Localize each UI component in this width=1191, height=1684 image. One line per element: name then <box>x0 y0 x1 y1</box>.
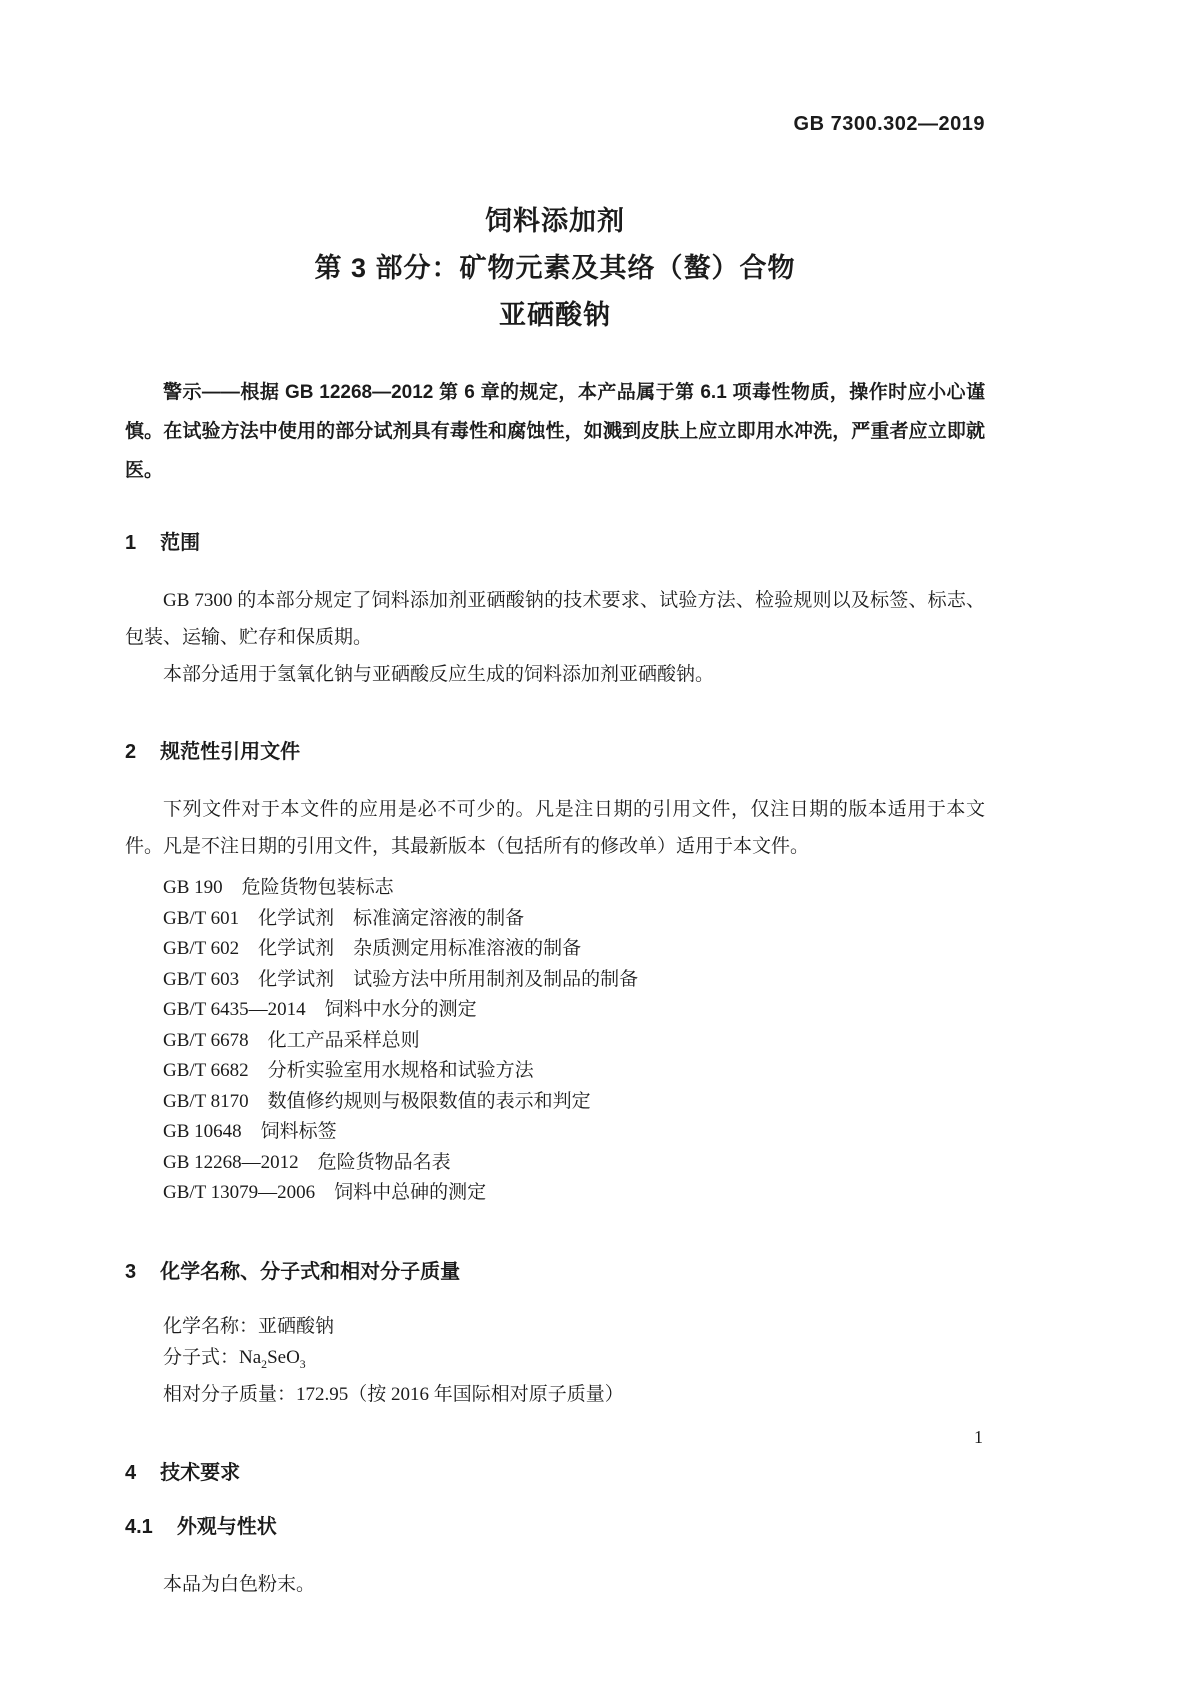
section-2-number: 2 <box>125 741 137 763</box>
reference-item: GB/T 601 化学试剂 标准滴定溶液的制备 <box>163 907 525 929</box>
section-1-number: 1 <box>125 532 137 554</box>
section-3-heading <box>125 1259 985 1285</box>
reference-item: GB/T 6678 化工产品采样总则 <box>163 1029 420 1051</box>
section-4-number: 4 <box>125 1462 137 1485</box>
section-1-paragraph-1: GB 7300 的本部分规定了饲料添加剂亚硒酸钠的技术要求、试验方法、检验规则以及标签、标志、包装、运输、贮存和保质期。 <box>125 590 985 648</box>
section-4-1-title: 外观与性状 <box>176 1516 277 1539</box>
section-1-heading <box>125 530 985 556</box>
section-1-paragraph-2: 本部分适用于氢氧化钠与亚硒酸反应生成的饲料添加剂亚硒酸钠。 <box>163 664 715 685</box>
section-4-1-heading <box>125 1514 985 1540</box>
formula-part: SeO <box>267 1346 300 1368</box>
warning-paragraph: 警示——根据 GB 12268—2012 第 6 章的规定，本产品属于第 6.1 项毒性物质，操作时应小心谨慎。在试验方法中使用的部分试剂具有毒性和腐蚀性，如溅到皮肤上应立即用水冲洗，严重者应立即就医。 <box>125 382 985 481</box>
standard-code: GB 7300.302—2019 <box>793 113 985 135</box>
reference-item: GB/T 6682 分析实验室用水规格和试验方法 <box>163 1060 534 1081</box>
reference-item: GB 10648 饲料标签 <box>163 1121 337 1142</box>
reference-item: GB 190 危险货物包装标志 <box>163 877 394 898</box>
formula-part: Na <box>239 1346 262 1368</box>
section-4-heading <box>125 1460 985 1486</box>
document-title <box>125 198 985 339</box>
title-line-1: 饲料添加剂 <box>485 206 625 236</box>
formula-label: 分子式： <box>163 1346 240 1368</box>
section-4-title: 技术要求 <box>160 1462 241 1485</box>
section-1-title: 范围 <box>160 532 201 554</box>
section-3-title: 化学名称、分子式和相对分子质量 <box>160 1260 461 1283</box>
reference-item: GB/T 6435—2014 饲料中水分的测定 <box>163 999 477 1020</box>
page-number: 1 <box>974 1427 983 1447</box>
reference-item: GB/T 603 化学试剂 试验方法中所用制剂及制品的制备 <box>163 968 639 990</box>
section-4-1-paragraph: 本品为白色粉末。 <box>163 1574 316 1596</box>
section-4-1-number: 4.1 <box>125 1516 153 1539</box>
formula-subscript: 2 <box>261 1357 268 1371</box>
reference-item: GB/T 602 化学试剂 杂质测定用标准溶液的制备 <box>163 938 582 959</box>
chemical-name-line: 化学名称：亚硒酸钠 <box>163 1315 335 1337</box>
title-line-2: 第 3 部分：矿物元素及其络（螯）合物 <box>314 253 796 283</box>
reference-item: GB/T 8170 数值修约规则与极限数值的表示和判定 <box>163 1090 591 1112</box>
chemical-identity-block <box>125 1311 985 1411</box>
section-2-title: 规范性引用文件 <box>160 741 301 763</box>
title-line-3: 亚硒酸钠 <box>499 300 611 330</box>
molar-mass-line: 相对分子质量：172.95（按 2016 年国际相对原子质量） <box>163 1384 624 1406</box>
formula-subscript: 3 <box>299 1357 306 1371</box>
molecular-formula-line <box>125 1342 985 1380</box>
section-2-intro: 下列文件对于本文件的应用是必不可少的。凡是注日期的引用文件，仅注日期的版本适用于本文件。凡是不注日期的引用文件，其最新版本（包括所有的修改单）适用于本文件。 <box>125 799 985 857</box>
section-3-number: 3 <box>125 1260 137 1283</box>
reference-item: GB/T 13079—2006 饲料中总砷的测定 <box>163 1182 487 1203</box>
normative-references-list <box>125 873 985 1209</box>
reference-item: GB 12268—2012 危险货物品名表 <box>163 1151 451 1173</box>
section-2-heading <box>125 739 985 765</box>
